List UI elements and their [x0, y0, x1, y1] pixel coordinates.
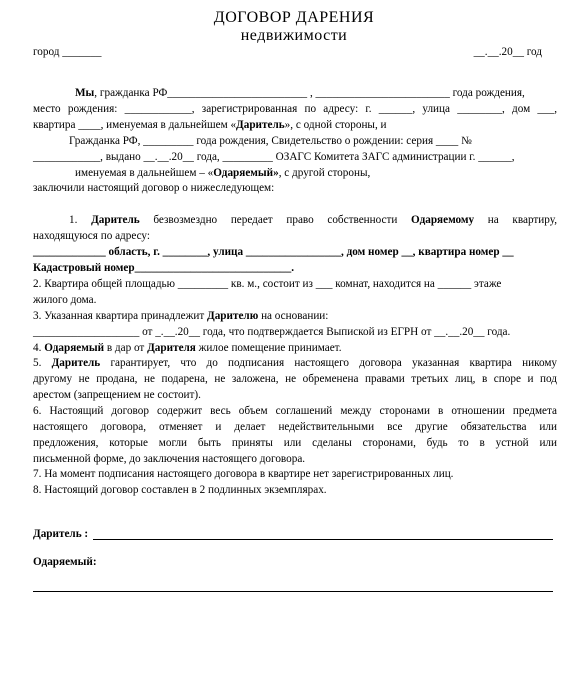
recipient-term: Одаряемый» [213, 167, 279, 179]
we-label: Мы [75, 87, 95, 99]
clause-1-address: _____________ область, г. ________, улица _________________, дом номер __, квартира номер __ [33, 246, 514, 258]
city-field: город _______ [33, 46, 102, 58]
clause-text: 5. [33, 357, 52, 369]
clause-text: гарантирует, что до подписания настоящего договора указанная квартира никому [100, 357, 557, 369]
recipient-signature-label: Одаряемый: [33, 556, 97, 568]
parties-line-6 [75, 166, 557, 181]
parties-line-5: ____________, выдано __.__.20__ года, _________ ОЗАГС Комитета ЗАГС администрации г. ______, [33, 151, 515, 163]
clause-text: 1. [69, 214, 92, 226]
document-title: ДОГОВОР ДАРЕНИЯ [213, 9, 375, 26]
parties-text: именуемая в дальнейшем – « [75, 167, 214, 179]
document-subtitle: недвижимости [240, 27, 348, 44]
donor-term: Даритель [51, 357, 101, 369]
parties-text: », с одной стороны, и [284, 119, 387, 131]
clause-8: 8. Настоящий договор составлен в 2 подлинных экземплярах. [33, 484, 327, 496]
clause-6-line-3: предложения, которые могли быть приняты или сделаны сторонами, будь то в устной или [33, 437, 557, 449]
clause-text: в дар от [104, 342, 148, 354]
parties-line-7: заключили настоящий договор о нижеследующем: [33, 182, 275, 194]
clause-text: на квартиру, [474, 214, 557, 226]
clause-text: 3. Указанная квартира принадлежит [33, 310, 208, 322]
clause-3-line-1 [33, 309, 557, 324]
parties-line-4: Гражданка РФ, _________ года рождения, Свидетельство о рождении: серия ____ № [69, 135, 472, 147]
parties-line-3 [33, 118, 557, 133]
donor-signature-label: Даритель : [33, 528, 89, 540]
clause-7: 7. На момент подписания настоящего договора в квартире нет зарегистрированных лиц. [33, 468, 454, 480]
clause-text: на основании: [258, 310, 329, 322]
clause-4 [33, 341, 557, 356]
clause-6-line-2: настоящего договора, отменяет и делает недействительными все другие обязательства или [33, 421, 557, 433]
recipient-signature-line [33, 591, 553, 592]
clause-2-line-2: жилого дома. [33, 294, 97, 306]
parties-line-1 [75, 86, 557, 101]
clause-6-line-4: письменной форме, до заключения настоящего договора. [33, 453, 306, 465]
clause-1-line-2: находящуюся по адресу: [33, 230, 150, 242]
clause-1-line-1 [69, 213, 557, 228]
clause-text: безвозмездно передает право собственности [139, 214, 412, 226]
parties-line-2: место рождения: ____________, зарегистрированная по адресу: г. ______, улица ________, дом ___, [33, 103, 557, 115]
clause-6-line-1: 6. Настоящий договор содержит весь объем соглашений между сторонами в отношении предмета [33, 405, 557, 417]
parties-text: , с другой стороны, [278, 167, 371, 179]
recipient-term: Одаряемому [411, 214, 475, 226]
recipient-term: Одаряемый [44, 342, 105, 354]
donor-term: Дарителю [207, 310, 259, 322]
donor-term: Даритель [91, 214, 140, 226]
clause-text: жилое помещение принимает. [195, 342, 342, 354]
cadastral-number: Кадастровый номер____________________________. [33, 262, 295, 274]
clause-3-line-2: ___________________ от _.__.20__ года, что подтверждается Выпиской из ЕГРН от __.__.20__ года. [33, 326, 511, 338]
date-field: __.__.20__ год [473, 46, 542, 58]
parties-text: квартира ____, именуемая в дальнейшем « [33, 119, 237, 131]
clause-5-line-2: другому не продана, не подарена, не заложена, не обременена правами третьих лиц, в споре и под [33, 373, 557, 385]
clause-2-line-1: 2. Квартира общей площадью _________ кв. м., состоит из ___ комнат, находится на ______ этаже [33, 278, 502, 290]
clause-text: 4. [33, 342, 45, 354]
clause-5-line-3: арестом (запрещением не состоит). [33, 389, 201, 401]
donor-term: Дарителя [147, 342, 196, 354]
parties-text: , гражданка РФ_________________________ , ________________________ года рождения, [94, 87, 525, 99]
donor-signature-line [93, 539, 553, 540]
clause-5-line-1 [33, 356, 557, 371]
donor-term: Даритель [236, 119, 285, 131]
